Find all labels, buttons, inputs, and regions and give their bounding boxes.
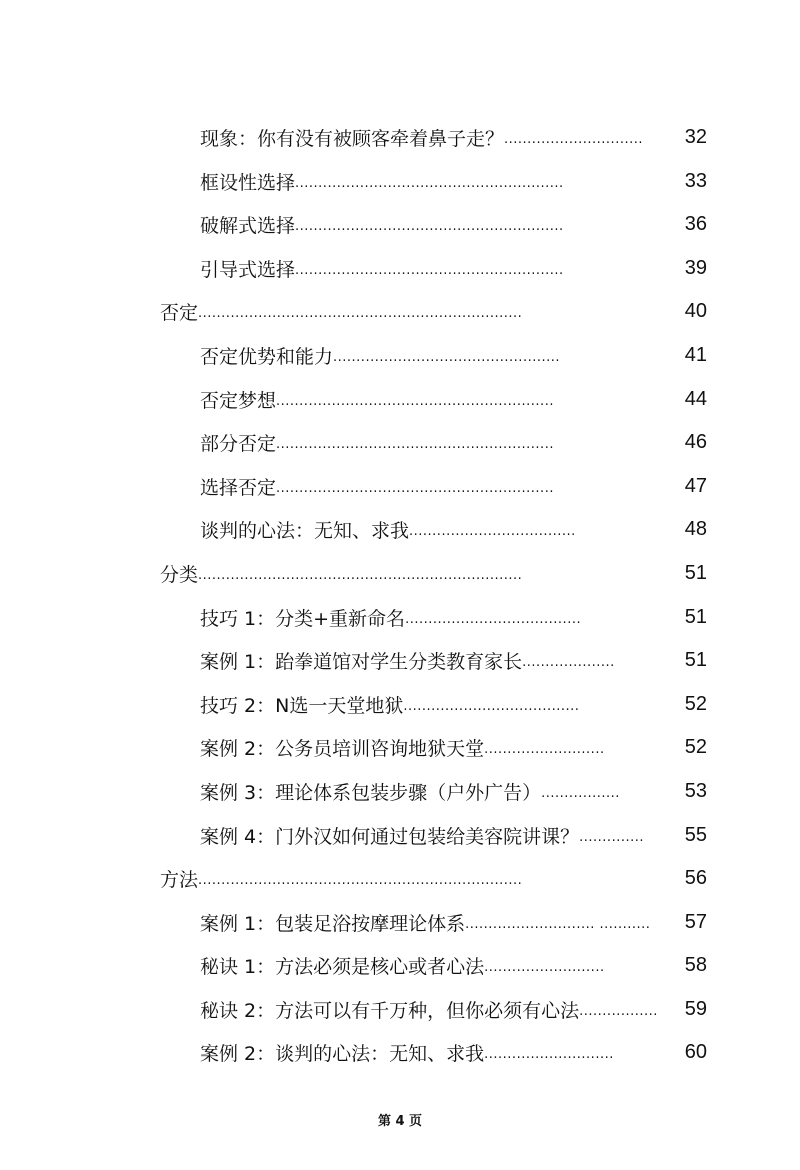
toc-page-number: 52 — [684, 692, 707, 715]
toc-page-number: 32 — [684, 126, 707, 148]
toc-entry — [0, 292, 800, 336]
toc-dot-leader: .......................................................... — [295, 219, 564, 235]
toc-entry-title: 案例 1：包装足浴按摩理论体系............................ ........... — [200, 912, 651, 935]
toc-dot-leader: .......................................................... — [295, 262, 564, 278]
toc-entry-title: 技巧 1：分类+重新命名...................................... — [200, 607, 582, 630]
toc-entry — [0, 336, 800, 380]
toc-dot-leader: ............................................................ — [276, 437, 554, 453]
toc-entry-title: 引导式选择.......................................................... — [200, 258, 564, 281]
toc-page-number: 44 — [684, 387, 707, 410]
toc-entry — [0, 1033, 800, 1077]
toc-entry — [0, 598, 800, 642]
toc-dot-leader: .......................................................... — [295, 175, 564, 191]
toc-page-number: 55 — [684, 823, 707, 846]
toc-dot-leader: ...................................................................... — [198, 306, 523, 322]
toc-page-number: 51 — [684, 649, 707, 672]
toc-dot-leader: ................. — [579, 1003, 658, 1019]
toc-entry — [0, 728, 800, 772]
toc-entry-title: 分类...................................................................... — [160, 563, 523, 586]
toc-entry-title: 方法...................................................................... — [160, 869, 523, 892]
toc-entry — [0, 816, 800, 860]
toc-entry-title: 秘诀 1：方法必须是核心或者心法.......................... — [200, 956, 605, 979]
toc-page-number: 59 — [684, 997, 707, 1020]
toc-entry-title: 案例 4：门外汉如何通过包装给美容院讲课？.............. — [200, 825, 644, 848]
toc-page-number: 46 — [684, 431, 707, 454]
toc-dot-leader: .................... — [522, 655, 615, 671]
toc-dot-leader: ................................................. — [333, 349, 560, 365]
toc-entry-title: 否定...................................................................... — [160, 302, 523, 325]
toc-dot-leader: .......................... — [484, 742, 605, 758]
toc-entry — [0, 249, 800, 293]
toc-entry-title: 框设性选择.......................................................... — [200, 171, 564, 194]
table-of-contents — [0, 118, 800, 1077]
page-footer: 第 4 页 — [377, 1114, 423, 1129]
toc-dot-leader: ............................................................ — [276, 480, 554, 496]
toc-entry-title: 案例 2：公务员培训咨询地狱天堂.......................... — [200, 738, 605, 761]
toc-entry-title: 案例 2：谈判的心法：无知、求我............................ — [200, 1043, 614, 1066]
toc-page-number: 58 — [684, 954, 707, 977]
toc-entry — [0, 685, 800, 729]
toc-page-number: 40 — [684, 300, 707, 323]
toc-page-number: 36 — [684, 213, 707, 236]
toc-dot-leader: .......................... — [484, 960, 605, 976]
toc-entry-title: 否定梦想............................................................ — [200, 389, 554, 412]
toc-page-number: 33 — [684, 169, 707, 192]
toc-entry — [0, 946, 800, 990]
toc-dot-leader: ...................................... — [403, 698, 580, 714]
toc-entry-title: 选择否定............................................................ — [200, 476, 554, 499]
toc-page-number: 47 — [684, 474, 707, 497]
toc-entry-title: 技巧 2：N选一天堂地狱...................................... — [200, 694, 580, 717]
toc-dot-leader: ...................................... — [405, 611, 582, 627]
toc-page-number: 48 — [684, 518, 707, 541]
toc-entry-title: 案例 3：理论体系包装步骤（户外广告）................. — [200, 781, 620, 804]
toc-page-number: 52 — [684, 736, 707, 759]
toc-dot-leader: ............................ ........... — [465, 916, 651, 932]
toc-entry-title: 秘诀 2：方法可以有千万种，但你必须有心法................. — [200, 999, 658, 1022]
toc-dot-leader: ...................................................................... — [198, 873, 523, 889]
toc-page-number: 53 — [684, 779, 707, 802]
toc-dot-leader: ................. — [541, 785, 620, 801]
toc-page-number: 57 — [684, 910, 707, 933]
toc-dot-leader: .............................. — [504, 132, 643, 147]
toc-dot-leader: .............. — [579, 829, 644, 845]
toc-page-number: 60 — [684, 1041, 707, 1064]
toc-entry — [0, 467, 800, 511]
toc-entry-title: 案例 1：跆拳道馆对学生分类教育家长.................... — [200, 651, 615, 674]
toc-entry — [0, 423, 800, 467]
toc-page-number: 51 — [684, 561, 707, 584]
toc-entry-title: 谈判的心法：无知、求我.................................... — [200, 520, 576, 543]
toc-entry-title: 部分否定............................................................ — [200, 433, 554, 456]
toc-entry — [0, 554, 800, 598]
toc-entry — [0, 641, 800, 685]
toc-entry — [0, 772, 800, 816]
toc-entry — [0, 903, 800, 947]
toc-entry — [0, 162, 800, 206]
toc-entry-title: 现象：你有没有被顾客牵着鼻子走？.............................. — [200, 128, 643, 150]
toc-dot-leader: ............................ — [484, 1047, 614, 1063]
toc-page-number: 56 — [684, 867, 707, 890]
toc-dot-leader: .................................... — [409, 524, 576, 540]
toc-dot-leader: ............................................................ — [276, 393, 554, 409]
toc-entry — [0, 510, 800, 554]
toc-entry-title: 破解式选择.......................................................... — [200, 215, 564, 238]
toc-entry-title: 否定优势和能力................................................. — [200, 345, 560, 368]
toc-entry — [0, 205, 800, 249]
toc-entry — [0, 859, 800, 903]
toc-entry — [0, 118, 800, 162]
toc-entry — [0, 380, 800, 424]
toc-dot-leader: ...................................................................... — [198, 567, 523, 583]
toc-page-number: 39 — [684, 256, 707, 279]
toc-page-number: 41 — [684, 343, 707, 366]
toc-entry — [0, 990, 800, 1034]
toc-page-number: 51 — [684, 605, 707, 628]
